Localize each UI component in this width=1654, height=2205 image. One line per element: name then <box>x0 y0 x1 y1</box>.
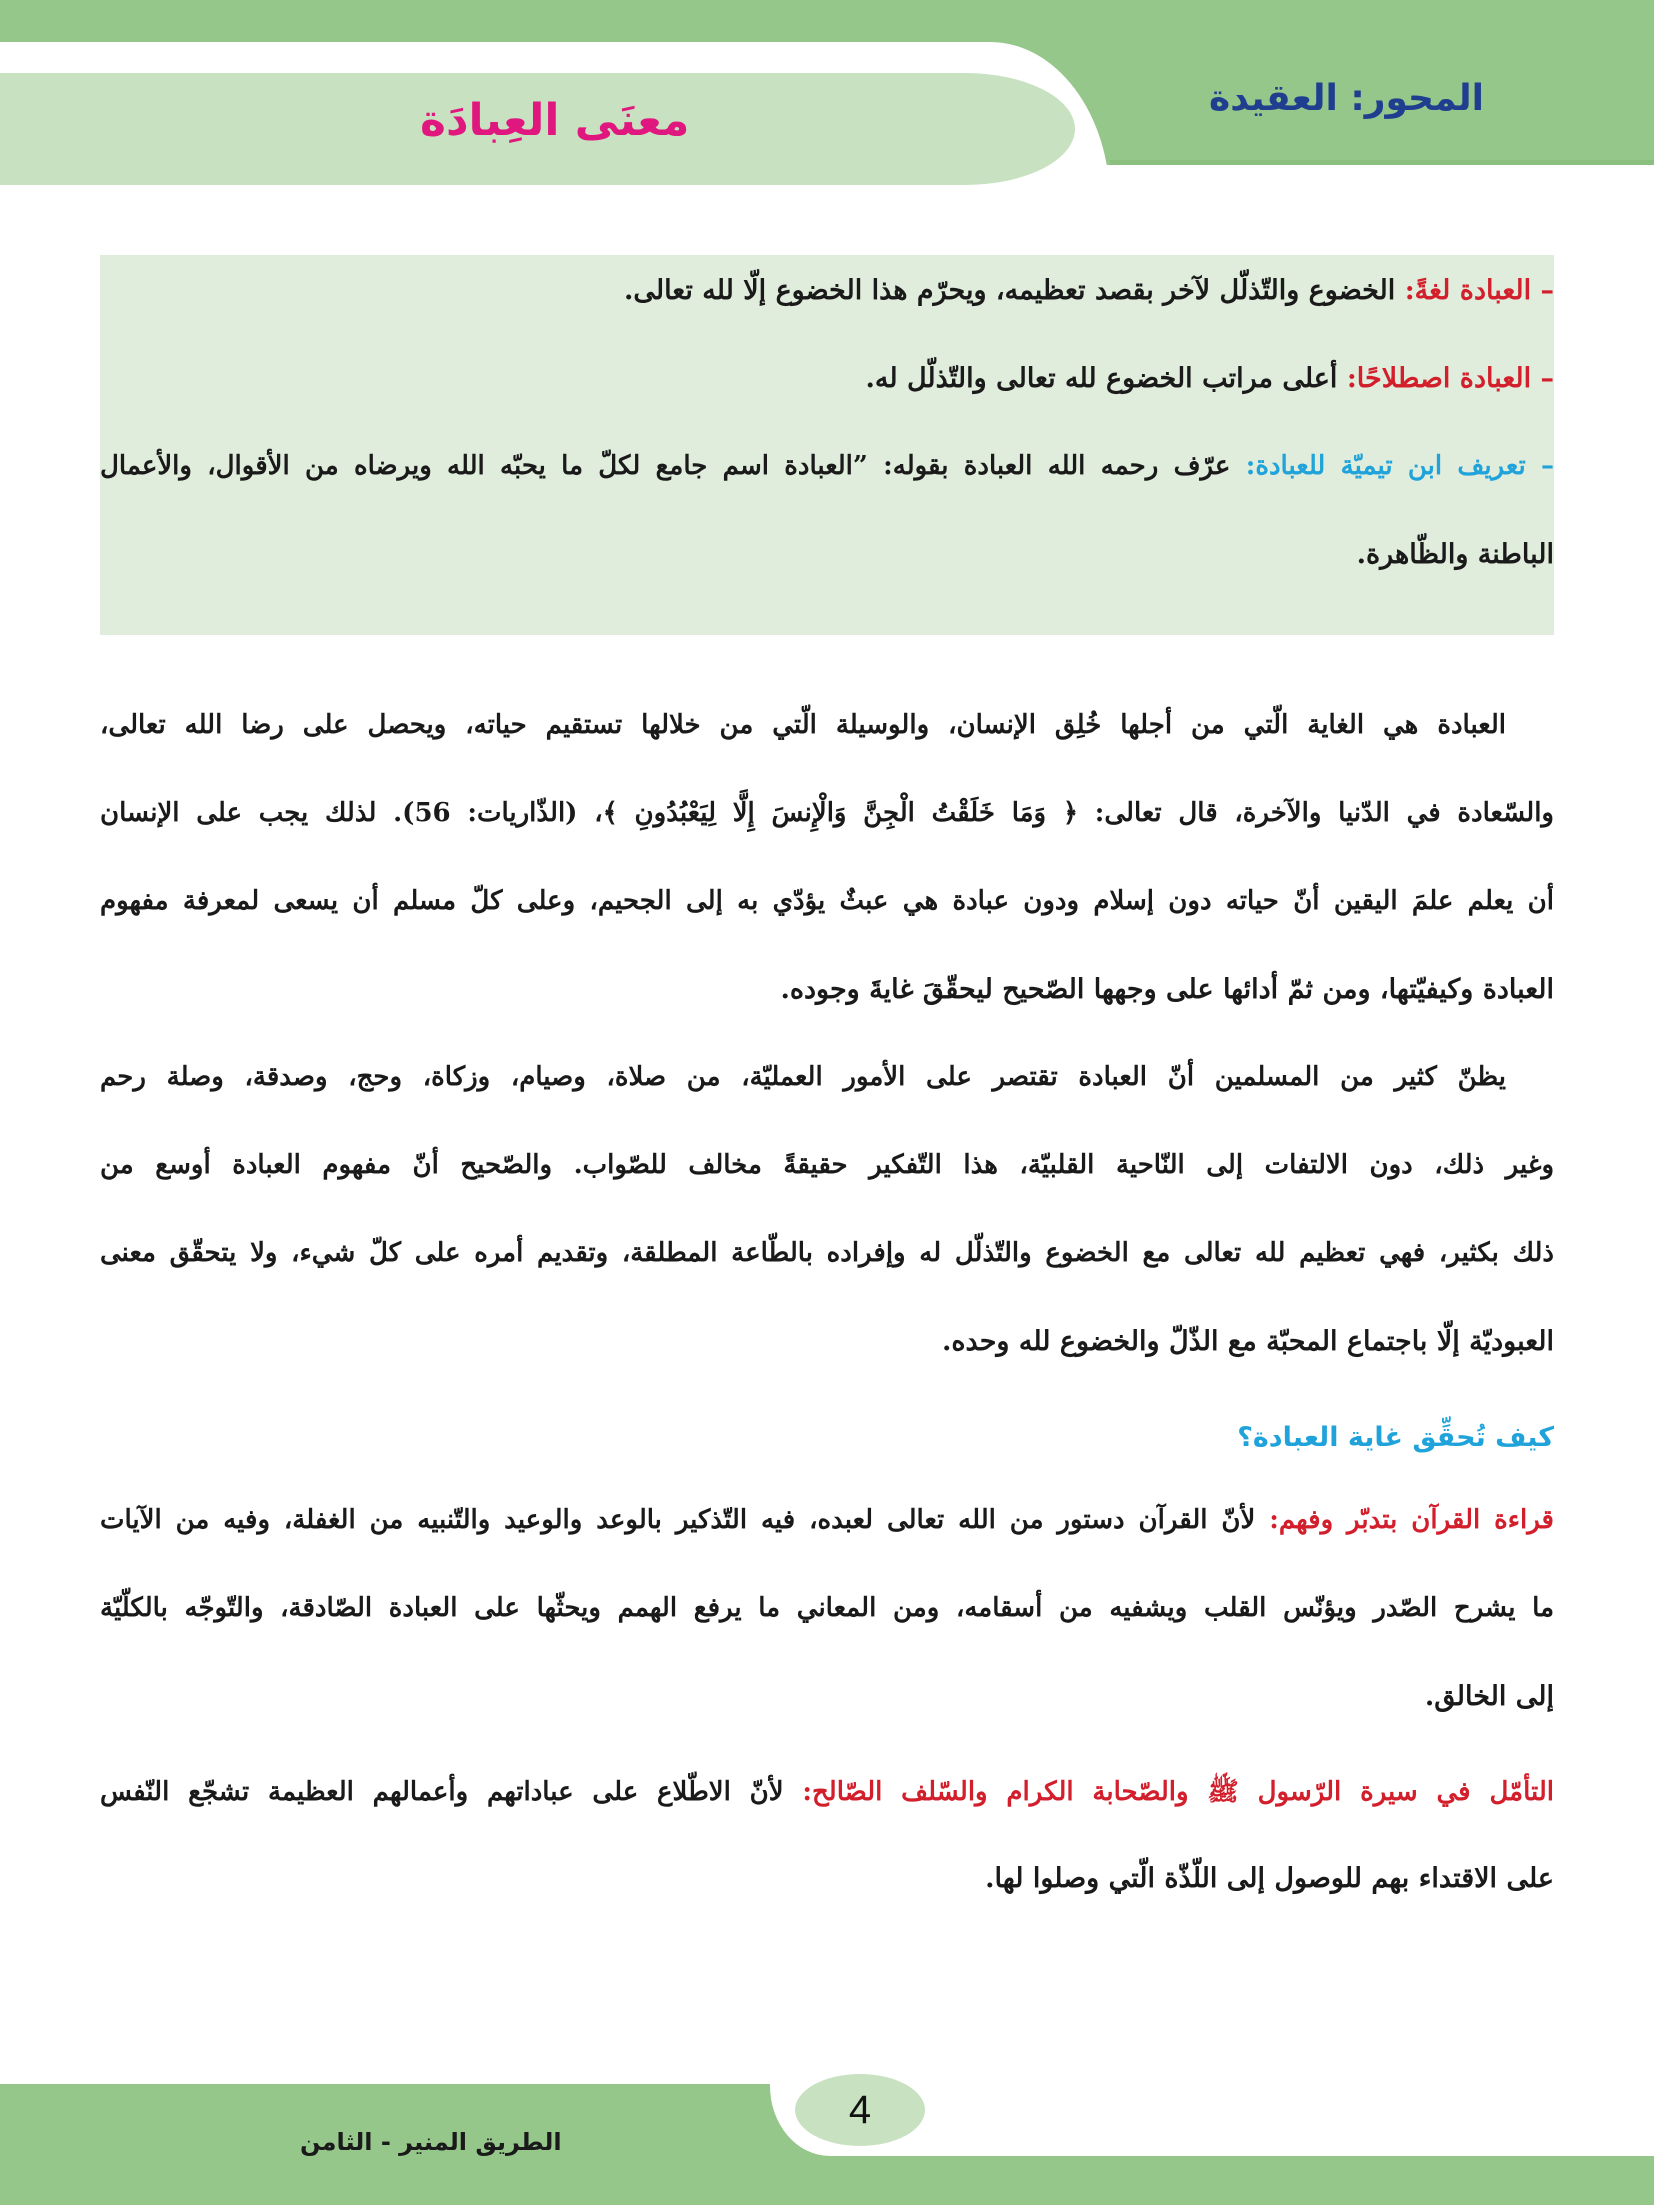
header-divider <box>1110 160 1654 165</box>
definition-technical <box>865 363 1554 394</box>
section-item-text: لأنّ الاطّلاع على عباداتهم وأعمالهم العظيمة تشجّع النّفس <box>100 1777 784 1807</box>
section-item-line <box>100 1505 1554 1535</box>
definition-text: عرّف رحمه الله العبادة بقوله: ”العبادة اسم جامع لكلّ ما يحبّه الله ويرضاه من الأقوال، والأعمال <box>100 451 1231 481</box>
section-heading: كيف تُحقِّق غاية العبادة؟ <box>1237 1422 1554 1453</box>
paragraph-line: العبوديّة إلّا باجتماع المحبّة مع الذّلّ والخضوع لله وحده. <box>942 1326 1554 1357</box>
definition-term: – العبادة اصطلاحًا: <box>1346 363 1554 394</box>
section-item-line <box>100 1775 1554 1813</box>
definition-term: – تعريف ابن تيميّة للعبادة: <box>1245 451 1554 481</box>
paragraph-line: أن يعلم علمَ اليقين أنّ حياته دون إسلام ودون عبادة هي عبثٌ يؤدّي به إلى الجحيم، وعلى كلّ مسلم أن يسعى لمعرفة مفهوم <box>100 886 1554 916</box>
definition-continuation: الباطنة والظّاهرة. <box>1356 539 1554 570</box>
definition-term: – العبادة لغةً: <box>1404 275 1554 306</box>
paragraph-line: ذلك بكثير، فهي تعظيم لله تعالى مع الخضوع والتّذلّل له وإفراده بالطّاعة المطلقة، وتقديم أمره على كلّ شيء، ولا يتحقّق معنى <box>100 1238 1554 1268</box>
section-item-line: على الاقتداء بهم للوصول إلى اللّذّة الّتي وصلوا لها. <box>985 1863 1554 1894</box>
page-number-badge <box>795 2074 925 2146</box>
definition-language <box>624 275 1554 306</box>
section-item-term: التأمّل في سيرة الرّسول ﷺ والصّحابة الكرام والسّلف الصّالح: <box>802 1777 1554 1807</box>
section-item-term: قراءة القرآن بتدبّر وفهم: <box>1269 1505 1554 1535</box>
definition-text: أعلى مراتب الخضوع لله تعالى والتّذلّل له. <box>865 363 1338 394</box>
lesson-title: معنَى العِبادَة <box>420 95 690 146</box>
page-number: 4 <box>848 2087 872 2132</box>
section-item-line: ما يشرح الصّدر ويؤنّس القلب ويشفيه من أسقامه، ومن المعاني ما يرفع الهمم ويحثّها على العبادة الصّادقة، والتّوجّه بالكلّيّة <box>100 1593 1554 1623</box>
definition-text: الخضوع والتّذلّل لآخر بقصد تعظيمه، ويحرّم هذا الخضوع إلّا لله تعالى. <box>623 275 1396 306</box>
paragraph-line: العبادة وكيفيّتها، ومن ثمّ أدائها على وجهها الصّحيح ليحقّقَ غايةَ وجوده. <box>780 974 1554 1005</box>
paragraph-line: يظنّ كثير من المسلمين أنّ العبادة تقتصر على الأمور العمليّة، من صلاة، وصيام، وزكاة، وحج، وصدقة، وصلة رحم <box>100 1062 1506 1092</box>
definitions-box <box>100 255 1554 635</box>
book-title: الطريق المنير - الثامن <box>300 2128 562 2156</box>
section-item-text: لأنّ القرآن دستور من الله تعالى لعبده، فيه التّذكير بالوعد والوعيد والتّنبيه من الغفلة، وفيه من الآيات <box>100 1505 1256 1535</box>
paragraph-line: والسّعادة في الدّنيا والآخرة، قال تعالى: ﴿ وَمَا خَلَقْتُ الْجِنَّ وَالْإِنسَ إِلَّا لِيَعْبُدُونِ ﴾، (الذّاريات: 56). لذلك يجب على الإنسان <box>100 798 1554 828</box>
definition-ibn-taymiyyah <box>100 451 1554 481</box>
paragraph-line: العبادة هي الغاية الّتي من أجلها خُلِق الإنسان، والوسيلة الّتي من خلالها تستقيم حياته، ويحصل على رضا الله تعالى، <box>100 710 1506 740</box>
axis-label: المحور: العقيدة <box>1209 78 1484 119</box>
section-item-line: إلى الخالق. <box>1424 1681 1554 1712</box>
paragraph-line: وغير ذلك، دون الالتفات إلى النّاحية القلبيّة، هذا التّفكير حقيقةً مخالف للصّواب. والصّحيح أنّ مفهوم العبادة أوسع من <box>100 1150 1554 1180</box>
